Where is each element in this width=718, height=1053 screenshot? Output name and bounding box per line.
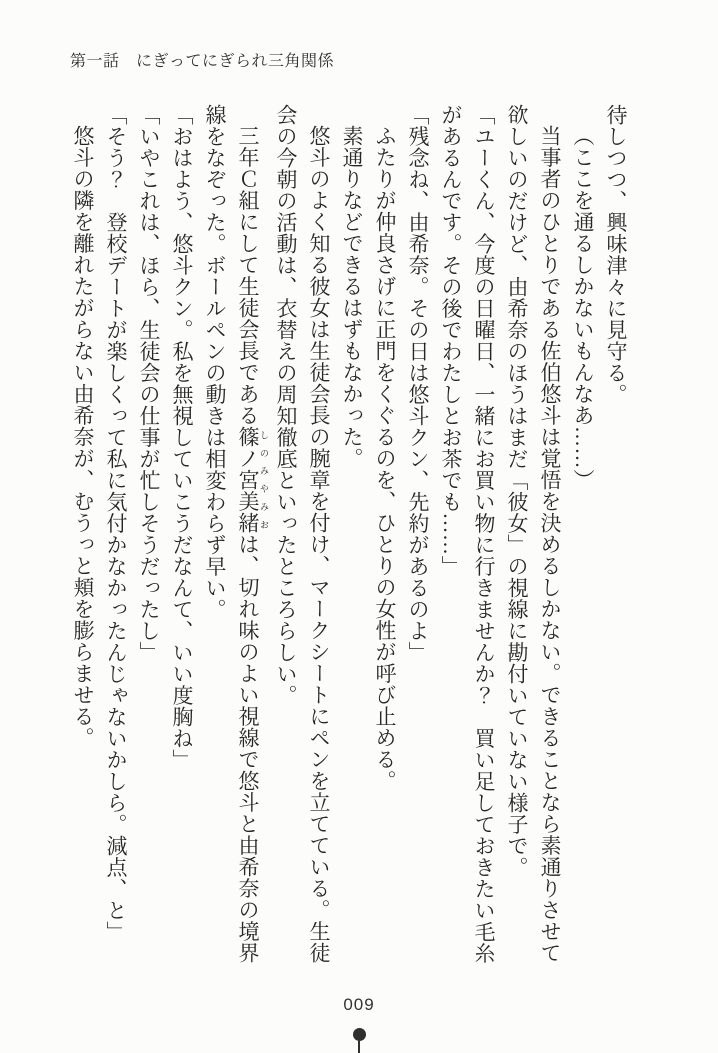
paragraph: 悠斗のよく知る彼女は生徒会長の腕章を付け、マークシートにペンを立てている。生徒会の今朝の活動は、衣替えの周知徹底といったところらしい。 [274, 104, 331, 964]
page-marker [0, 1028, 718, 1053]
paragraph: 「ユーくん、今度の日曜日、一緒にお買い物に行きませんか？ 買い足しておきたい毛糸があるんです。その後でわたしとお茶でも……」 [439, 104, 496, 964]
paragraph: 待しつつ、興味津々に見守る。 [604, 104, 628, 405]
character-name-ruby: 篠ノ宮美緒 しのみやみお [236, 426, 269, 534]
page-marker-dot-icon [353, 1028, 366, 1041]
paragraph: 「そう？ 登校デートが楽しくって私に気付かなかったんじゃないかしら。減点、と」 [104, 104, 128, 943]
chapter-header: 第一話 にぎってにぎられ三角関係 [70, 53, 335, 70]
paragraph: 素通りなどできるはずもなかった。 [340, 125, 364, 469]
paragraph: 当事者のひとりである佐伯悠斗は覚悟を決めるしかない。できることなら素通りさせて欲しいのだけど、由希奈のほうはまだ「彼女」の視線に勘付いていない様子で。 [505, 104, 562, 964]
paragraph: 「残念ね、由希奈。その日は悠斗クン、先約があるのよ」 [406, 104, 430, 663]
body-text [66, 104, 632, 966]
paragraph: （ここを通るしかないもんなあ……） [571, 125, 595, 491]
paragraph: 三年Ｃ組にして生徒会長である篠ノ宮美緒 しのみやみおは、切れ味のよい視線で悠斗と由希奈の境界線をなぞった。ボールペンの動きは相変わらず早い。 [203, 104, 269, 964]
paragraph: 悠斗の隣を離れたがらない由希奈が、むうっと頬を膨らませる。 [71, 125, 95, 749]
paragraph: ふたりが仲良さげに正門をくぐるのを、ひとりの女性が呼び止める。 [373, 125, 397, 792]
paragraph: 「おはよう、悠斗クン。私を無視していこうだなんて、いい度胸ね」 [170, 104, 194, 771]
paragraph: 「いやこれは、ほら、生徒会の仕事が忙しそうだったし」 [137, 104, 161, 663]
page-marker-stem-icon [358, 1041, 360, 1053]
page-number: 009 [343, 995, 375, 1014]
